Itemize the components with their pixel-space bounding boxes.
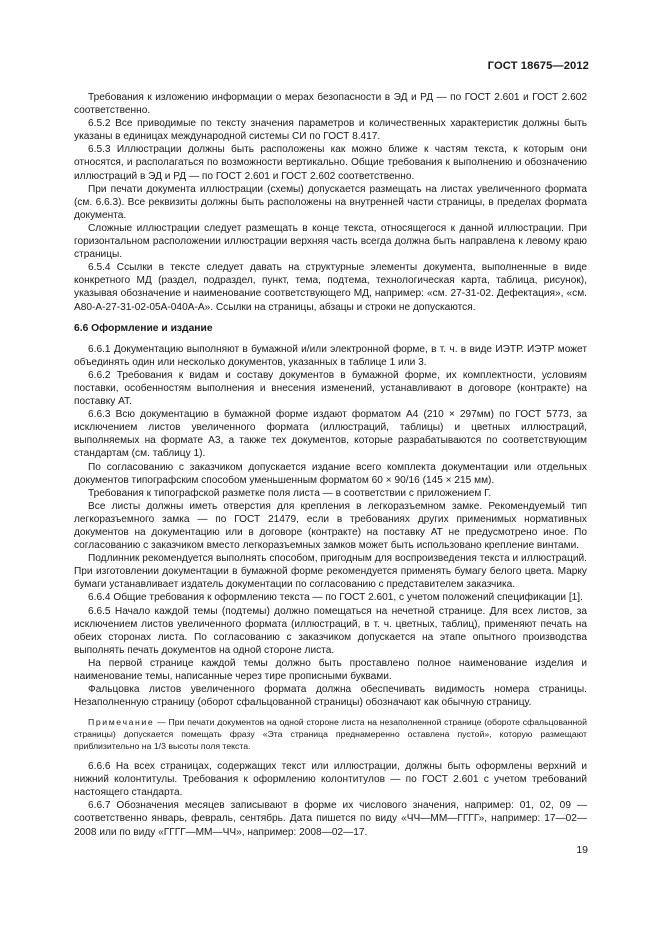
page-number: 19 [576, 844, 588, 856]
paragraph: 6.6.3 Всю документацию в бумажной форме издают форматом А4 (210 × 297мм) по ГОСТ 5773, за исключением листов увеличенного формата (иллюстраций, таблицы) и цветных иллюстраций, выполняемых на формате А3, а также тех документов, которые разрабатываются по соответствующим стандартам (см. таблицу 1). [74, 409, 587, 460]
paragraph: 6.6.1 Документацию выполняют в бумажной и/или электронной форме, в т. ч. в виде ИЭТР. ИЭТР может объединять один или несколько документов, указанных в таблице 1 или 3. [74, 343, 587, 368]
paragraph: На первой странице каждой темы должно быть проставлено полное наименование изделия и наименование темы, написанные через тире прописными буквами. [74, 657, 587, 683]
paragraph: 6.6.5 Начало каждой темы (подтемы) должно помещаться на нечетной странице. Для всех листов, за исключением листов увеличенного формата (иллюстраций, в т. ч. цветных, таблиц), применяют печать на обеих сторонах листа. По согласованию с заказчиком допускается на этапе опытного производства выполнять печать документов на одной стороне листа. [74, 605, 587, 656]
paragraph: 6.5.2 Все приводимые по тексту значения параметров и количественных характеристик должны быть указаны в единицах международной системы СИ по ГОСТ 8.417. [74, 118, 587, 143]
document-code-header: ГОСТ 18675—2012 [487, 60, 589, 72]
section-title: 6.6 Оформление и издание [74, 322, 213, 334]
paragraph: 6.6.7 Обозначения месяцев записывают в форме их числового значения, например: 01, 02, 09 — соответственно январь, февраль, сентябрь. Дата пишется по виду «ЧЧ—ММ—ГГГГ», например: 17—02—2008 или по виду «ГГГГ—ММ—ЧЧ», например: 2008—02—17. [74, 800, 587, 838]
paragraph: 6.5.4 Ссылки в тексте следует давать на структурные элементы документа, выполненные в виде конкретного МД (раздел, подраздел, пункт, тема, подтема, технологическая карта, таблица, рисунок), указывая обозначение и наименование соответствующего МД, например: «см. 27-31-02. Дефектация», «см. А80-А-27-31-02-05А-040А-А». Ссылки на страницы, абзацы и строки не допускаются. [74, 262, 587, 313]
paragraph: Все листы должны иметь отверстия для крепления в легкоразъемном замке. Рекомендуемый тип легкоразъемного замка — по ГОСТ 21479, если в требованиях других применимых нормативных документов на документацию или в договоре (контракте) на поставку АТ не предусмотрено иное. По согласованию с заказчиком вместо легкоразъемных замков может быть использовано крепление винтами. [74, 500, 587, 552]
paragraph: Требования к типографской разметке поля листа — в соответствии с приложением Г. [88, 487, 492, 499]
paragraph: 6.6.2 Требования к видам и составу документов в бумажной форме, их комплектности, условиям поставки, особенностям выполнения и внесения изменений, устанавливают в договоре (контракте) на поставку АТ. [74, 369, 587, 408]
paragraph: Подлинник рекомендуется выполнять способом, пригодным для воспроизведения текста и иллюстраций. При изготовлении документации в бумажной форме рекомендуется применять бумагу белого цвета. Марку бумаги устанавливает издатель документации по согласованию с представителем заказчика. [74, 553, 587, 591]
note-text: — При печати документов на одной стороне листа на незаполненной странице (обороте сфальцованной страницы) допускается помещать фразу «Эта страница преднамеренно оставлена пустой», которую размещают приблизительно на 1/3 высоты поля текста. [74, 717, 587, 751]
paragraph: По согласованию с заказчиком допускается издание всего комплекта документации или отдельных документов типографским способом уменьшенным форматом 60 × 90/16 (145 × 215 мм). [74, 461, 587, 486]
paragraph: 6.6.6 На всех страницах, содержащих текст или иллюстрации, должны быть оформлены верхний и нижний колонтитулы. Требования к оформлению колонтитулов — по ГОСТ 2.601 с учетом требований настоящего стандарта. [74, 761, 587, 799]
note [74, 717, 587, 752]
paragraph: 6.6.4 Общие требования к оформлению текста — по ГОСТ 2.601, с учетом положений спецификации [1]. [88, 592, 583, 604]
paragraph: Фальцовка листов увеличенного формата должна обеспечивать видимость номера страницы. Незаполненную страницу (оборот сфальцованной страницы) обозначают как обычную страницу. [74, 684, 587, 709]
page-body [74, 91, 587, 839]
paragraph: 6.5.3 Иллюстрации должны быть расположены как можно ближе к частям текста, к которым они относятся, и располагаться по возможности вертикально. Общие требования к выполнению и обозначению иллюстраций в ЭД и РД — по ГОСТ 2.601 и ГОСТ 2.602 соответственно. [74, 144, 587, 182]
paragraph: Сложные иллюстрации следует размещать в конце текста, относящегося к данной иллюстрации. При горизонтальном расположении иллюстрации верхняя часть всегда должна быть направлена к левому краю страницы. [74, 222, 587, 261]
paragraph: При печати документа иллюстрации (схемы) допускается размещать на листах увеличенного формата (см. 6.6.3). Все реквизиты должны быть расположены на внутренней части страницы, в пределах формата документа. [74, 183, 587, 221]
paragraph: Требования к изложению информации о мерах безопасности в ЭД и РД — по ГОСТ 2.601 и ГОСТ 2.602 соответственно. [74, 92, 587, 117]
note-label: Примечание [88, 717, 155, 728]
